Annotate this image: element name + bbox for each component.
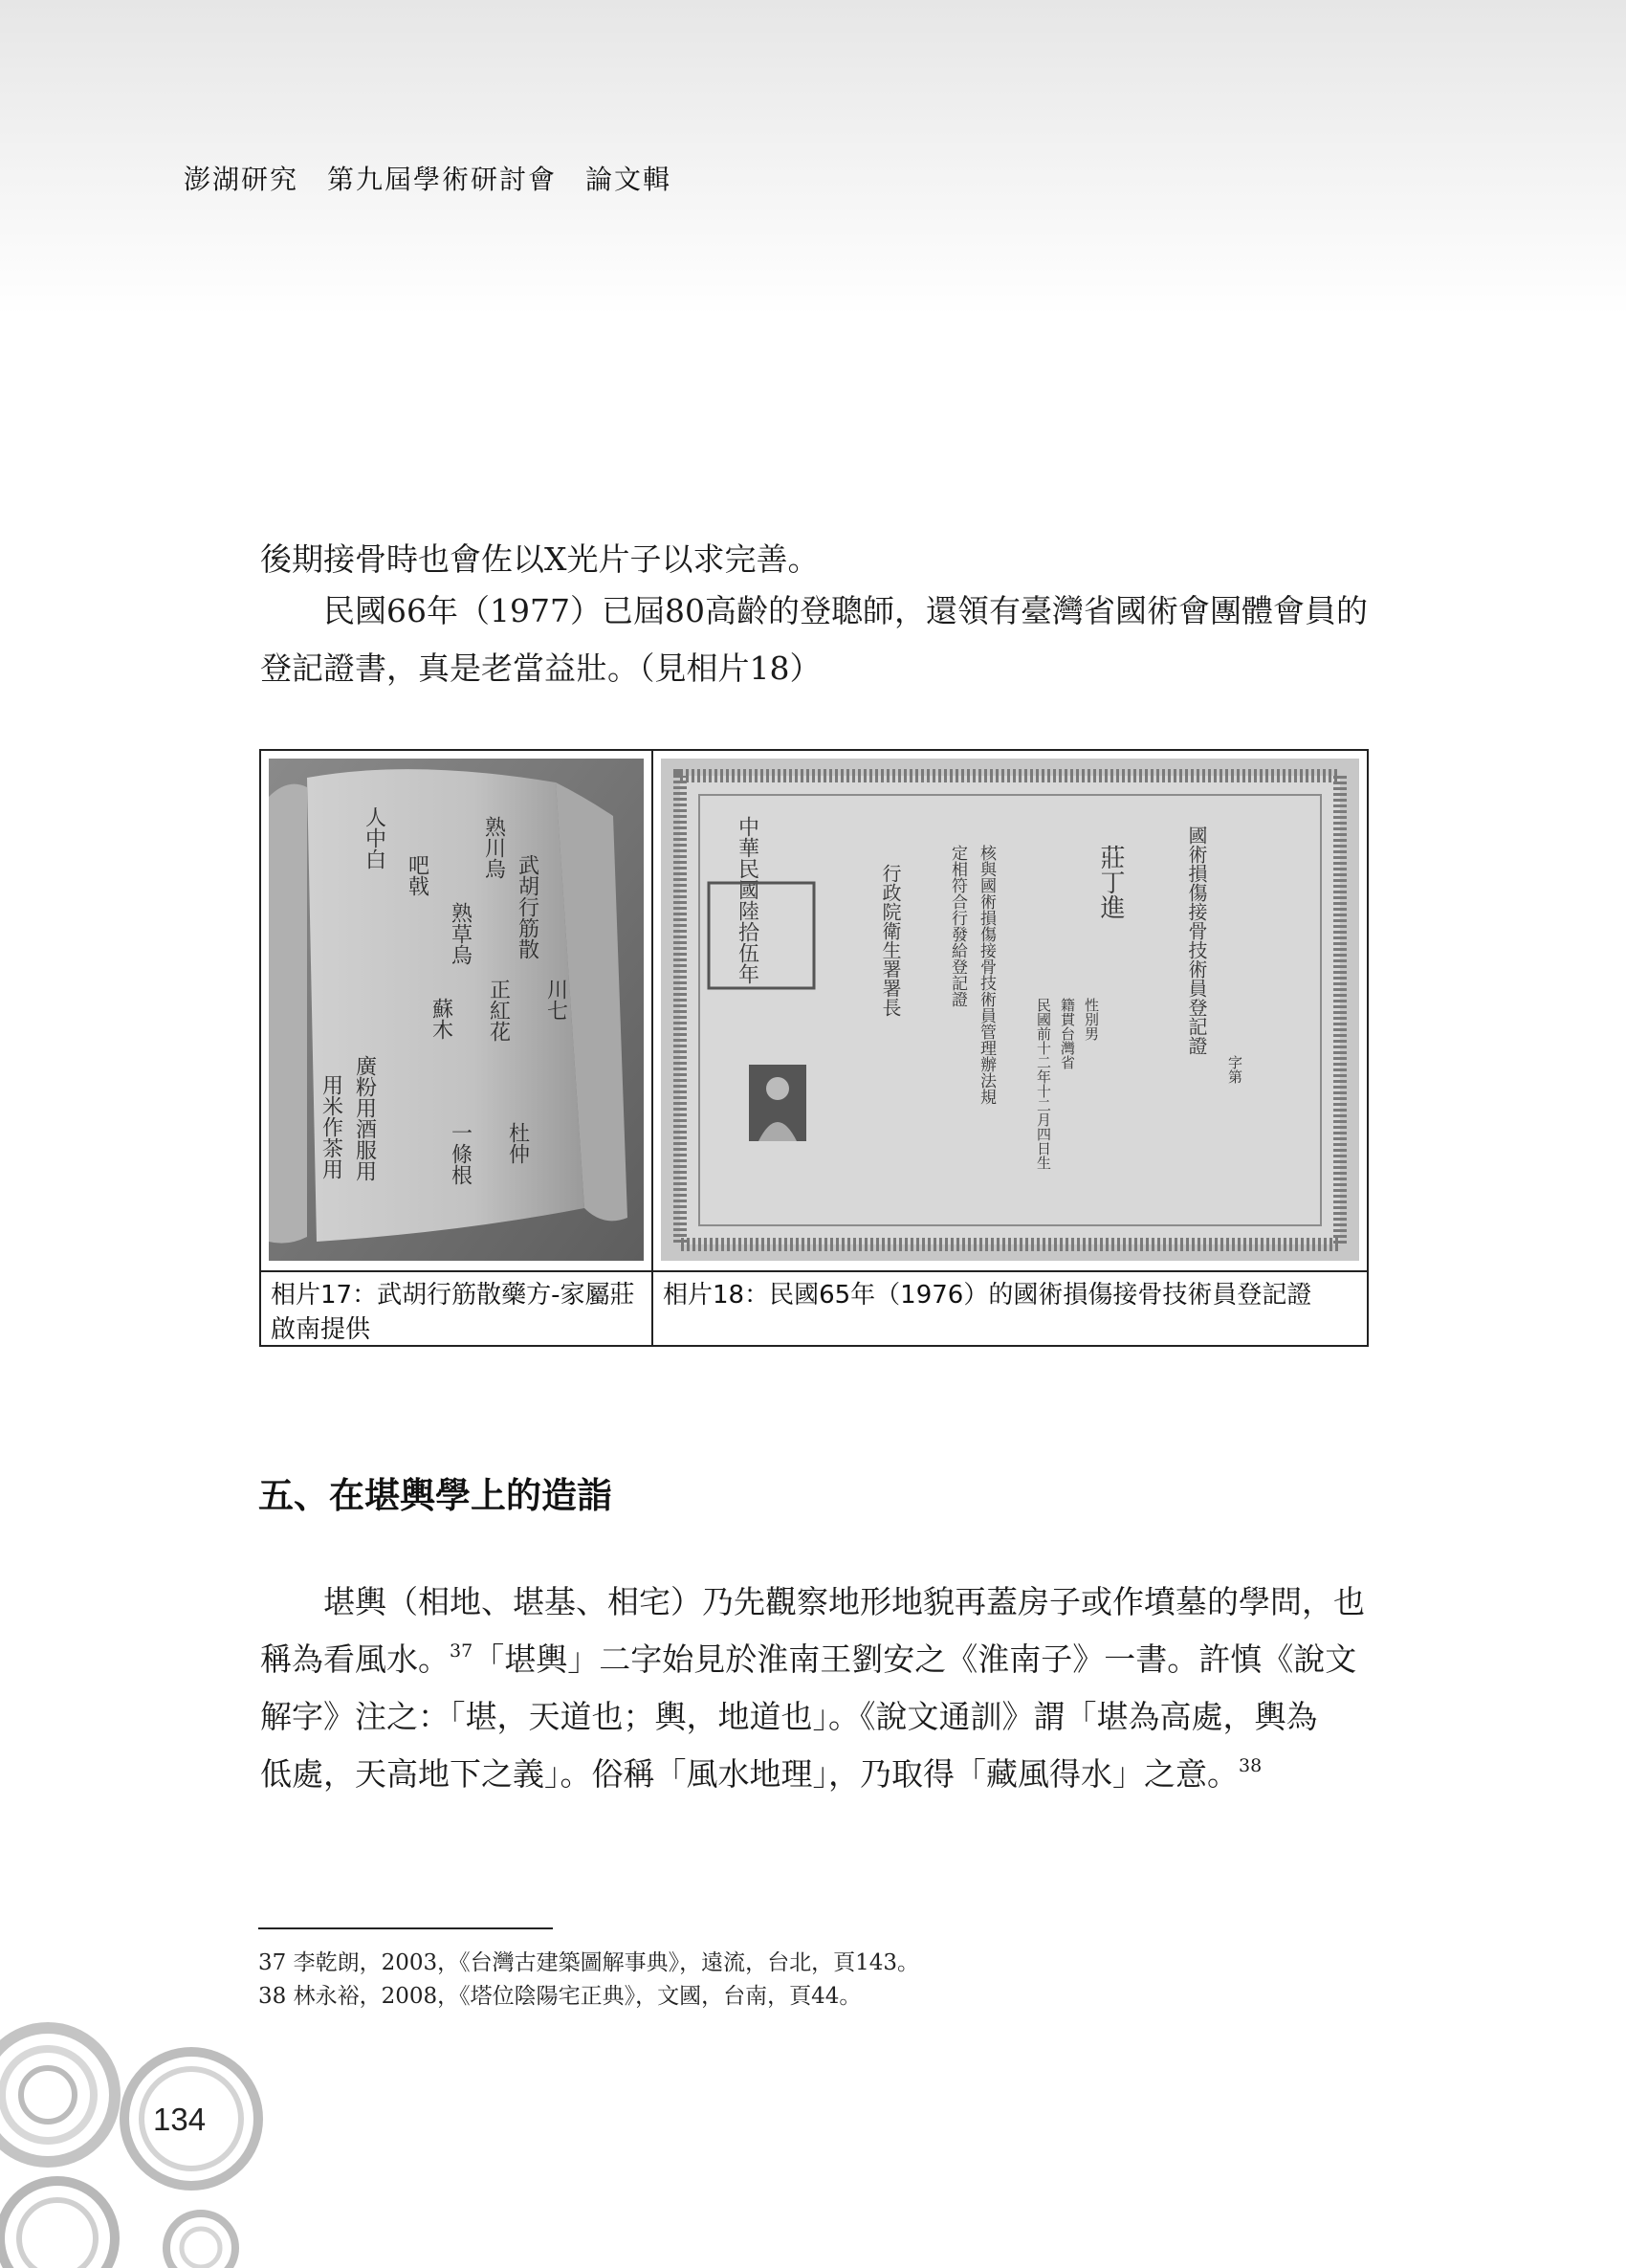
handwriting-col-8: 人中白 xyxy=(362,806,386,870)
decorative-circles-icon xyxy=(0,2009,306,2268)
paragraph-3-line-3: 解字》注之：「堪，天道也；輿，地道也」。《說文通訓》謂「堪為高處，輿為 xyxy=(260,1698,1318,1735)
cert-line-1: 核與國術損傷接骨技術員管理辦法規 xyxy=(977,845,996,1105)
paragraph-3-line-1: 堪輿（相地、堪基、相宅）乃先觀察地形地貌再蓋房子或作墳墓的學問，也 xyxy=(323,1583,1365,1620)
handwriting-col-3: 熟草烏 xyxy=(448,902,472,965)
recipe-book-image xyxy=(269,759,644,1261)
paragraph-3-line-4: 低處，天高地下之義」。俗稱「風水地理」，乃取得「藏風得水」之意。 xyxy=(260,1755,1239,1793)
handwriting-col-9: 廣粉用酒服用 xyxy=(352,1055,377,1181)
handwriting-col-12: 一條根 xyxy=(448,1122,472,1185)
handwriting-col-6: 蘇木 xyxy=(428,998,453,1040)
footnote-38: 38 林永裕，2008，《塔位陰陽宅正典》，文國，台南，頁44。 xyxy=(258,1984,862,2009)
footnote-ref-37[interactable]: 37 xyxy=(450,1640,473,1662)
page-number: 134 xyxy=(153,2102,207,2137)
cert-line-2: 定相符合行發給登記證 xyxy=(948,845,967,1007)
cert-authority: 行政院衛生署署長 xyxy=(879,864,902,1017)
handwriting-col-10: 用米作茶用 xyxy=(319,1074,343,1179)
footnote-ref-38[interactable]: 38 xyxy=(1239,1755,1263,1776)
handwriting-col-4: 川七 xyxy=(543,979,568,1021)
paragraph-3 xyxy=(260,1574,1370,1803)
paragraph-2 xyxy=(260,583,1370,697)
figure-17-cell xyxy=(261,751,653,1345)
section-heading: 五、在堪輿學上的造詣 xyxy=(258,1475,612,1516)
cert-birth: 民國前十二年十二月四日生 xyxy=(1035,998,1052,1170)
figure-table xyxy=(259,749,1369,1347)
handwriting-col-2: 熟川烏 xyxy=(481,816,506,879)
paragraph-3-line-2b: 「堪輿」二字始見於淮南王劉安之《淮南子》一書。許慎《說文 xyxy=(472,1640,1357,1678)
handwriting-col-11: 杜仲 xyxy=(505,1122,530,1164)
figure-17-caption-row xyxy=(261,1270,651,1345)
paragraph-3-line-2a: 稱為看風水。 xyxy=(260,1640,450,1678)
handwriting-col-7: 吧戟 xyxy=(405,854,429,896)
cert-date: 中華民國陸拾伍年 xyxy=(735,816,759,984)
paragraph-1: 後期接骨時也會佐以X光片子以求完善。 xyxy=(260,540,820,578)
cert-title: 國術損傷接骨技術員登記證 xyxy=(1185,826,1208,1055)
figure-18-caption-row xyxy=(653,1270,1367,1345)
cert-sex: 性別男 xyxy=(1083,998,1100,1041)
paragraph-2-line-2: 登記證書，真是老當益壯。（見相片18） xyxy=(260,650,822,687)
certificate-image xyxy=(661,759,1359,1261)
figure-17-photo xyxy=(269,759,644,1261)
figure-17-caption: 相片17：武胡行筋散藥方-家屬莊啟南提供 xyxy=(271,1281,635,1344)
handwriting-col-5: 正紅花 xyxy=(486,979,511,1042)
handwriting-col-1: 武胡行筋散 xyxy=(515,854,539,959)
figure-18-caption: 相片18：民國65年（1976）的國術損傷接骨技術員登記證 xyxy=(663,1281,1312,1310)
cert-number-label: 字第 xyxy=(1226,1055,1243,1084)
cert-origin: 籍貫台灣省 xyxy=(1059,998,1076,1069)
paragraph-2-line-1: 民國66年（1977）已屆80高齡的登聰師，還領有臺灣省國術會團體會員的 xyxy=(323,592,1368,629)
figure-18-cell xyxy=(653,751,1367,1345)
figure-18-photo xyxy=(661,759,1359,1261)
cert-name: 莊丁進 xyxy=(1096,845,1125,919)
footnote-37: 37 李乾朗，2003，《台灣古建築圖解事典》，遠流，台北，頁143。 xyxy=(258,1950,920,1975)
footnote-rule xyxy=(258,1927,553,1929)
header-band xyxy=(0,0,1626,316)
running-head: 澎湖研究 第九屆學術研討會 論文輯 xyxy=(184,164,672,195)
